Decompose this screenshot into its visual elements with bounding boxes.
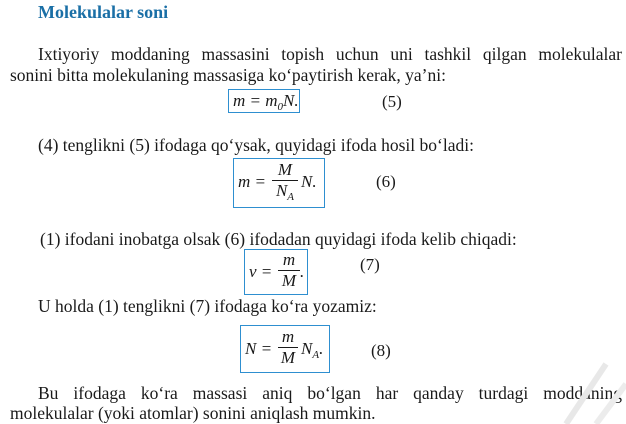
equation-5-rhs: N. bbox=[283, 91, 299, 110]
paragraph-3: (1) ifodani inobatga olsak (6) ifodadan quyidagi ifoda kelib chiqadi: bbox=[40, 229, 517, 249]
equation-7-rhs: . bbox=[300, 262, 305, 281]
paragraph-5-line-1: Bu ifodaga ko‘ra massasi aniq bo‘lgan har qanday turdagi moddaning bbox=[38, 383, 622, 403]
paragraph-2: (4) tenglikni (5) ifodaga qo‘ysak, quyidagi ifoda hosil bo‘ladi: bbox=[38, 135, 474, 155]
equation-6-rhs: N. bbox=[301, 172, 317, 191]
equation-6-numerator: M bbox=[277, 160, 293, 179]
equation-5-subscript: 0 bbox=[277, 101, 284, 113]
equation-6-box bbox=[233, 158, 325, 208]
equation-6-fraction bbox=[272, 161, 298, 206]
equation-5-number: (5) bbox=[382, 92, 402, 111]
equation-7-number: (7) bbox=[360, 255, 380, 274]
equation-7-denominator: M bbox=[281, 271, 297, 290]
equation-8-fraction bbox=[278, 328, 298, 367]
equation-7-box bbox=[244, 249, 308, 295]
equation-7-numerator: m bbox=[282, 250, 296, 269]
equation-8-rhs-subscript: A bbox=[312, 349, 320, 361]
paragraph-5-line-2: molekulalar (yoki atomlar) sonini aniqlash mumkin. bbox=[10, 403, 376, 423]
equation-7-lhs: ν = bbox=[249, 262, 273, 281]
section-heading: Molekulalar soni bbox=[38, 2, 169, 22]
equation-7-fraction bbox=[278, 251, 300, 290]
watermark-graphic bbox=[546, 354, 626, 424]
equation-6-denominator: N bbox=[275, 181, 288, 200]
equation-8-denominator: M bbox=[280, 348, 296, 367]
equation-6-lhs: m = bbox=[238, 172, 266, 191]
equation-6-number: (6) bbox=[376, 172, 396, 191]
paragraph-1-line-1: Ixtiyoriy moddaning massasini topish uchun uni tashkil qilgan molekulalar bbox=[38, 44, 622, 64]
equation-8-box bbox=[240, 325, 330, 373]
equation-8-rhs-tail: . bbox=[319, 339, 324, 358]
equation-5-lhs: m = m bbox=[233, 91, 278, 110]
paragraph-4: U holda (1) tenglikni (7) ifodaga ko‘ra yozamiz: bbox=[38, 296, 377, 316]
equation-8-rhs: N bbox=[301, 339, 313, 358]
equation-5-box bbox=[228, 89, 300, 113]
equation-6-denominator-subscript: A bbox=[287, 191, 295, 203]
paragraph-1-line-2: sonini bitta molekulaning massasiga ko‘paytirish kerak, ya’ni: bbox=[10, 65, 446, 85]
equation-8-lhs: N = bbox=[245, 339, 273, 358]
equation-8-numerator: m bbox=[281, 327, 295, 346]
equation-8-number: (8) bbox=[371, 341, 391, 360]
